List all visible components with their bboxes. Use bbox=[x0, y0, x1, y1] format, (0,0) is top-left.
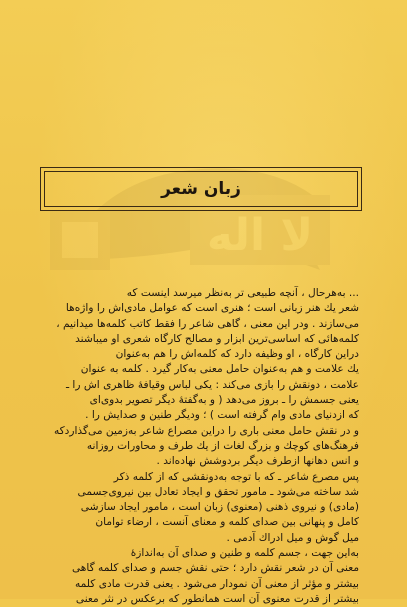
text-line: (مادی) و نیروی ذهنی (معنوی) زبان است ، مامور ایجاد سازشی bbox=[80, 501, 359, 514]
text-line: که ازدنیای مادی وام گرفته است ) ؛ ودیگر طنین و صدایش را . bbox=[85, 409, 359, 422]
watermark-text: لا اله bbox=[206, 210, 314, 261]
text-line: شعر یك هنر زبانی است ؛ هنری است که عوامل مادی‌اش را واژه‌ها bbox=[65, 302, 359, 315]
text-line: پس مصرع شاعر ـ که با توجه به‌دونقشی که از کلمه ذکر bbox=[113, 470, 359, 483]
text-line: دراین کارگاه ، او وظیفه دارد که کلمه‌اش را هم به‌عنوان bbox=[115, 348, 359, 361]
text-line: علامت ، دونقش را بازی می‌کند : یکی لباس وقیافهٔ ظاهری اش را ـ bbox=[65, 378, 359, 391]
text-line: شد ساخته می‌شود ـ مامور تحقق و ایجاد تعادل بین نیروی‌جسمی bbox=[77, 485, 359, 498]
text-line: می‌سازند . ودر این معنی ، گاهی شاعر را فقط کاتب کلمه‌ها میدانیم ، bbox=[56, 317, 359, 330]
text-line: بیشتر و مؤثر از معنی آن نمودار می‌شود . یعنی قدرت مادی کلمه bbox=[74, 577, 359, 590]
body-text bbox=[26, 286, 359, 607]
text-line: میل گوش و میل ادراك آدمی . bbox=[226, 531, 359, 544]
text-line: کلمه‌هائی که اساسی‌ترین ابزار و مصالح کارگاه شعری او میباشند bbox=[75, 332, 359, 345]
title-frame bbox=[44, 171, 358, 207]
text-line: و انس دهانها ازطرف دیگر بردوشش نهاده‌اند . bbox=[156, 455, 359, 468]
page-title: زبان شعر bbox=[161, 179, 241, 199]
text-line: بیشتر از قدرت معنوی آن است همانطور که برعکس در نثر معنی bbox=[75, 592, 359, 605]
text-line: به‌این جهت ، جسم کلمه و طنین و صدای آن به‌اندازهٔ bbox=[130, 547, 359, 560]
text-line: و در نقش حامل معنی باری را دراین مصراع شاعر به‌زمین می‌گذاردکه bbox=[53, 424, 359, 437]
text-line: یك علامت و هم به‌عنوان حامل معنی به‌کار گیرد . کلمه به عنوان bbox=[80, 363, 359, 376]
text-line: ... به‌هرحال ، آنچه طبیعی تر به‌نظر میرسد اینست که bbox=[126, 287, 359, 299]
text-line: فرهنگ‌های کوچك و بزرگ لغات از یك طرف و محاورات روزانه bbox=[86, 439, 359, 452]
text-line: معنی آن در شعر نقش دارد ؛ حتی نقش جسم و صدای کلمه گاهی bbox=[71, 562, 359, 575]
text-line: کامل و پنهانی بین صدای کلمه و معنای آنست ، ارضاء توامان bbox=[95, 516, 359, 529]
watermark-emblem-icon bbox=[40, 140, 350, 300]
text-line: یعنی جسمش را ـ بروز می‌دهد ( و به‌گفتهٔ دیگر تصویر بدوی‌ای bbox=[89, 394, 359, 407]
